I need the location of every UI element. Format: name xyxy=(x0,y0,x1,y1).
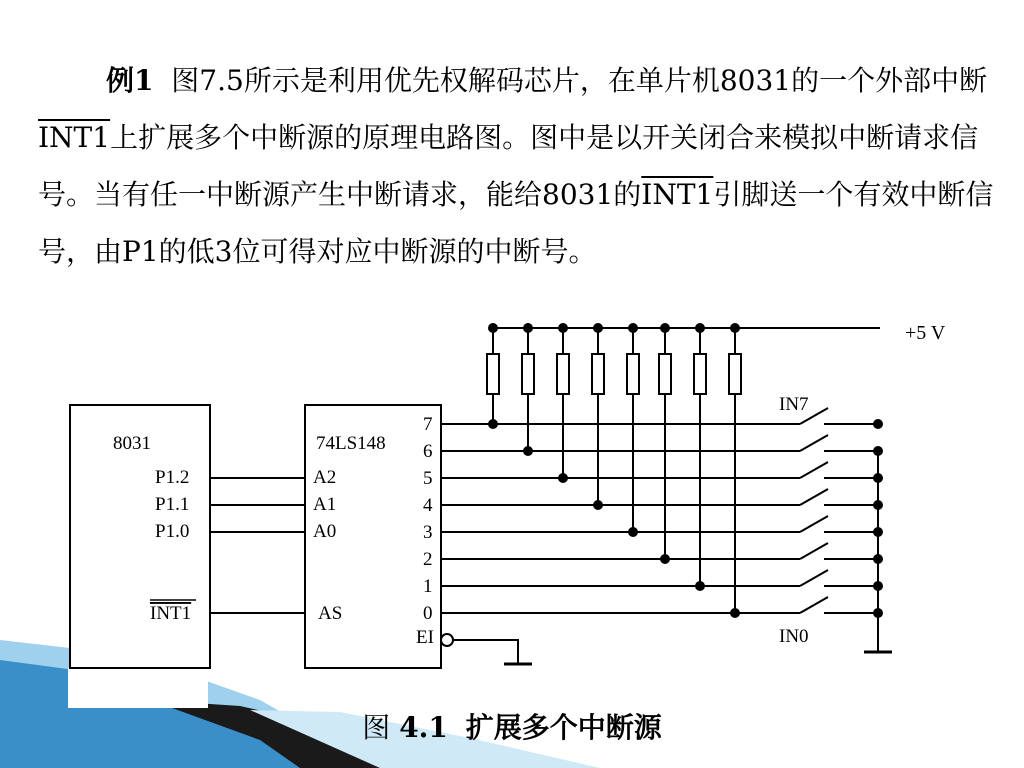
input-lines-group xyxy=(441,324,882,617)
encoder-pin-a0: A0 xyxy=(313,521,337,542)
encoder-input-3: 3 xyxy=(423,522,433,543)
input-junction-3 xyxy=(629,528,637,536)
input-junction-4 xyxy=(594,501,602,509)
mcu-pin-p10: P1.0 xyxy=(155,521,190,542)
encoder-input-0: 0 xyxy=(423,603,433,624)
input-junction-1 xyxy=(696,582,704,590)
encoder-input-7: 7 xyxy=(423,414,433,435)
pullup-resistor-1 xyxy=(694,354,706,394)
bus-junction-7 xyxy=(874,420,882,428)
mcu-pin-int1: INT1 xyxy=(150,603,192,624)
encoder-input-1: 1 xyxy=(423,576,433,597)
mcu-name: 8031 xyxy=(113,433,151,454)
encoder-input-2: 2 xyxy=(423,549,433,570)
input-junction-5 xyxy=(559,474,567,482)
paragraph-text-2: 上扩展多个中断源的原理电路图。图中是以开关闭合来模拟中断请求信号。当有任一中断源产生中断请求，能给8031的 xyxy=(38,121,979,211)
encoder-pin-a1: A1 xyxy=(313,494,337,515)
int1-label-text-2: INT1 xyxy=(641,178,714,211)
encoder-input-5: 5 xyxy=(423,468,433,489)
input-junction-7 xyxy=(489,420,497,428)
pullup-resistor-7 xyxy=(487,354,499,394)
switch-blade-5 xyxy=(800,462,828,478)
encoder-pin-a2: A2 xyxy=(313,467,337,488)
pullup-resistor-5 xyxy=(557,354,569,394)
input-junction-0 xyxy=(731,609,739,617)
encoder-name: 74LS148 xyxy=(316,433,386,454)
example-label: 例1 xyxy=(106,64,154,97)
pullup-resistor-2 xyxy=(659,354,671,394)
ei-inversion-bubble xyxy=(441,634,453,646)
switch-blade-3 xyxy=(800,516,828,532)
pullup-resistor-6 xyxy=(522,354,534,394)
input-junction-2 xyxy=(661,555,669,563)
switch-blade-6 xyxy=(800,435,828,451)
pullup-resistor-4 xyxy=(592,354,604,394)
caption-prefix: 图 xyxy=(362,711,391,744)
caption-title: 扩展多个中断源 xyxy=(465,711,662,744)
pullup-resistor-3 xyxy=(627,354,639,394)
caption-number: 4.1 xyxy=(399,711,448,744)
switch-blade-2 xyxy=(800,543,828,559)
switch-label-in0: IN0 xyxy=(779,626,809,647)
encoder-pin-as: AS xyxy=(318,603,343,624)
input-junction-6 xyxy=(524,447,532,455)
mcu-pin-p11: P1.1 xyxy=(155,494,190,515)
encoder-pin-ei: EI xyxy=(416,627,434,648)
paragraph-text-1: 图7.5所示是利用优先权解码芯片，在单片机8031的一个外部中断 xyxy=(171,64,988,97)
paragraph-text-3: 引脚送一个有效中断信号，由P1的低3位可得对应中断源的中断号。 xyxy=(38,178,994,268)
mcu-pin-p12: P1.2 xyxy=(155,467,190,488)
switch-blade-4 xyxy=(800,489,828,505)
figure-caption xyxy=(0,706,1024,746)
encoder-input-4: 4 xyxy=(423,495,433,516)
int1-label-text: INT1 xyxy=(38,121,111,154)
pullup-resistor-0 xyxy=(729,354,741,394)
wire-ei-ground xyxy=(453,640,518,664)
switch-blade-0 xyxy=(800,597,828,613)
switch-blade-1 xyxy=(800,570,828,586)
switch-label-in7: IN7 xyxy=(779,394,809,415)
power-label: +5 V xyxy=(905,322,946,344)
encoder-input-6: 6 xyxy=(423,441,433,462)
